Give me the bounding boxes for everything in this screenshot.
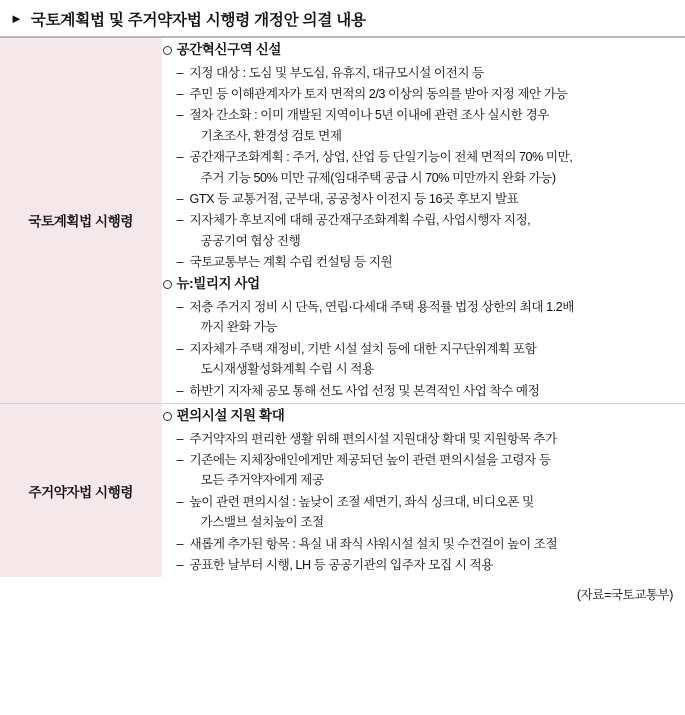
- ring-bullet-icon: [163, 412, 172, 421]
- list-item-text: 하반기 지자체 공모 통해 선도 사업 선정 및 본격적인 사업 착수 예정: [189, 383, 540, 398]
- page-title: [0, 0, 685, 38]
- content-table: [0, 38, 685, 577]
- list-item-text: 저층 주거지 정비 시 단독, 연립·다세대 주택 용적률 법정 상한의 최대 1.2배: [189, 300, 575, 315]
- bullet-list: [177, 429, 685, 576]
- list-item: [177, 297, 685, 338]
- list-item-text: 높이 관련 편의시설 : 높낮이 조절 세면기, 좌식 싱크대, 비디오폰 및: [189, 494, 534, 509]
- list-item: [177, 339, 685, 380]
- list-item-text: 공간재구조화계획 : 주거, 상업, 산업 등 단일기능이 전체 면적의 70% 미만,: [189, 150, 573, 165]
- table-row: [0, 403, 685, 577]
- list-item-text: 기존에는 지체장애인에게만 제공되던 높이 관련 편의시설을 고령자 등: [189, 452, 551, 467]
- list-item-continuation: 까지 완화 가능: [200, 320, 277, 335]
- content-group: [163, 274, 685, 401]
- list-item: [177, 555, 685, 575]
- row-header-label: 주거약자법 시행령: [28, 484, 133, 500]
- list-item: [177, 492, 685, 533]
- group-heading-label: 뉴:빌리지 사업: [176, 276, 260, 292]
- source-note: (자료=국토교통부): [576, 588, 673, 603]
- group-heading: [163, 406, 685, 426]
- list-item-continuation: 주거 기능 50% 미만 규제(임대주택 공급 시 70% 미만까지 완화 가능): [200, 170, 556, 185]
- list-item: [177, 534, 685, 554]
- list-item: [177, 84, 685, 104]
- list-item-text: 주거약자의 편리한 생활 위해 편의시설 지원대상 확대 및 지원항목 추가: [189, 431, 557, 446]
- row-header-cell: [0, 403, 162, 577]
- list-item: [177, 147, 685, 188]
- group-heading-label: 공간혁신구역 신설: [176, 42, 281, 57]
- bullet-list: [177, 63, 685, 273]
- row-header-cell: [0, 38, 162, 403]
- list-item: [177, 105, 685, 146]
- list-item-text: 지자체가 주택 재정비, 기반 시설 설치 등에 대한 지구단위계획 포함: [189, 341, 537, 356]
- list-item-text: 공표한 날부터 시행, LH 등 공공기관의 입주자 모집 시 적용: [189, 557, 493, 572]
- list-item: [177, 381, 685, 401]
- ring-bullet-icon: [163, 280, 172, 289]
- page-title-text: 국토계획법 및 주거약자법 시행령 개정안 의결 내용: [30, 12, 366, 29]
- group-heading-label: 편의시설 지원 확대: [176, 407, 285, 423]
- group-heading: [163, 274, 685, 294]
- triangle-right-icon: ►: [10, 10, 23, 26]
- row-content-cell: [162, 38, 685, 403]
- list-item-text: GTX 등 교통거점, 군부대, 공공청사 이전지 등 16곳 후보지 발표: [189, 191, 519, 206]
- list-item-text: 지정 대상 : 도심 및 부도심, 유휴지, 대규모시설 이전지 등: [189, 65, 484, 80]
- list-item-text: 절차 간소화 : 이미 개발된 지역이나 5년 이내에 관련 조사 실시한 경우: [189, 108, 549, 123]
- list-item: [177, 252, 685, 272]
- list-item-continuation: 가스밸브 설치높이 조절: [200, 515, 324, 530]
- list-item: [177, 63, 685, 83]
- row-header-label: 국토계획법 시행령: [28, 214, 133, 230]
- list-item-continuation: 공공기여 협상 진행: [200, 233, 301, 248]
- list-item-continuation: 도시재생활성화계획 수립 시 적용: [200, 362, 374, 377]
- table-row: [0, 38, 685, 403]
- content-group: [163, 40, 685, 272]
- row-content-cell: [162, 403, 685, 577]
- group-heading: [163, 40, 685, 60]
- list-item: [177, 210, 685, 251]
- bullet-list: [177, 297, 685, 401]
- list-item: [177, 189, 685, 209]
- list-item-text: 국토교통부는 계획 수립 컨설팅 등 지원: [189, 255, 393, 270]
- list-item: [177, 429, 685, 449]
- list-item-text: 주민 등 이해관계자가 토지 면적의 2/3 이상의 동의를 받아 지정 제안 가능: [189, 86, 568, 101]
- list-item-continuation: 모든 주거약자에게 제공: [200, 473, 324, 488]
- list-item-text: 새롭게 추가된 항목 : 욕실 내 좌식 샤워시설 설치 및 수건걸이 높이 조절: [189, 536, 558, 551]
- content-group: [163, 406, 685, 575]
- list-item: [177, 450, 685, 491]
- list-item-text: 지자체가 후보지에 대해 공간재구조화계획 수립, 사업시행자 지정,: [189, 213, 531, 228]
- list-item-continuation: 기초조사, 환경성 검토 면제: [200, 128, 342, 143]
- ring-bullet-icon: [163, 46, 172, 55]
